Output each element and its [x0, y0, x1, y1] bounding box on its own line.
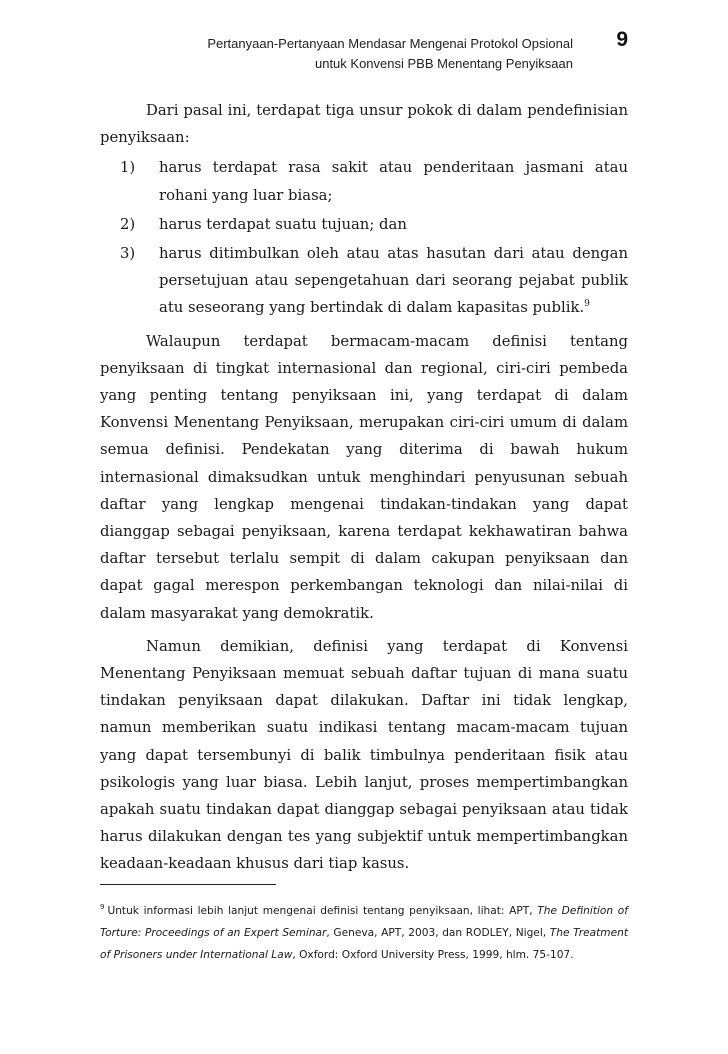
list-item-number: 1) — [120, 159, 136, 177]
footnote-text: Untuk informasi lebih lanjut mengenai definisi tentang penyiksaan, lihat: APT, — [107, 905, 538, 917]
intro-paragraph: Dari pasal ini, terdapat tiga unsur pokok di dalam pendefinisian penyiksaan: — [100, 102, 628, 147]
list-item-text: harus ditimbulkan oleh atau atas hasutan dari atau dengan persetujuan atau sepengetahuan dari seorang pejabat publik atu seseorang yang bertindak di dalam kapasitas publik. — [159, 245, 628, 317]
list-item-number: 2) — [120, 215, 136, 233]
footnote-text: , Geneva, APT, 2003, dan RODLEY, Nigel, — [326, 927, 550, 939]
running-header — [207, 34, 573, 74]
list-item-text: harus terdapat rasa sakit atau penderitaan jasmani atau rohani yang luar biasa; — [159, 159, 628, 204]
list-item — [100, 154, 628, 208]
page-number: 9 — [616, 28, 628, 51]
footnote-text: , Oxford: Oxford University Press, 1999, hlm. 75-107. — [292, 949, 574, 961]
list-item — [100, 211, 628, 238]
body-paragraph: Namun demikian, definisi yang terdapat di Konvensi Menentang Penyiksaan memuat sebuah daftar tujuan di mana suatu tindakan penyiksaan dapat dilakukan. Daftar ini tidak lengkap, namun memberikan suatu indikasi tentang macam-macam tujuan yang dapat tersembunyi di balik timbulnya penderitaan fisik atau psikologis yang luar biasa. Lebih lanjut, proses mempertimbangkan apakah suatu tindakan dapat dianggap sebagai penyiksaan atau tidak harus dilakukan dengan tes yang subjektif untuk mempertimbangkan keadaan-keadaan khusus dari tiap kasus. — [100, 637, 628, 873]
footnote-citation-title: The Treatment of Prisoners under International Law — [100, 927, 628, 961]
running-header-line-2: untuk Konvensi PBB Menentang Penyiksaan — [314, 56, 573, 71]
list-item — [100, 240, 628, 322]
list-item-number: 3) — [120, 245, 136, 263]
definition-elements-list — [100, 154, 628, 321]
footnote-number: 9 — [100, 903, 105, 912]
footnote-citation-title: The Definition of Torture: Proceedings of an Expert Seminar — [100, 905, 629, 939]
body-paragraph: Walaupun terdapat bermacam-macam definisi tentang penyiksaan di tingkat internasional dan regional, ciri-ciri pembeda yang penting tentang penyiksaan ini, yang terdapat di dalam Konvensi Menentang Penyiksaan, merupakan ciri-ciri umum di dalam semua definisi. Pendekatan yang diterima di bawah hukum internasional dimaksudkan untuk menghindari penyusunan sebuah daftar yang lengkap mengenai tindakan-tindakan yang dapat dianggap sebagai penyiksaan, karena terdapat kekhawatiran bahwa daftar tersebut terlalu sempit di dalam cakupan penyiksaan dan dapat gagal merespon perkembangan teknologi dan nilai-nilai di dalam masyarakat yang demokratik. — [100, 332, 628, 622]
footnote-reference[interactable]: 9 — [584, 299, 590, 310]
footnote — [100, 900, 628, 966]
footnote-separator — [100, 884, 276, 885]
list-item-text: harus terdapat suatu tujuan; dan — [159, 215, 407, 233]
body-text — [100, 97, 628, 878]
running-header-line-1: Pertanyaan-Pertanyaan Mendasar Mengenai Protokol Opsional — [207, 36, 573, 51]
